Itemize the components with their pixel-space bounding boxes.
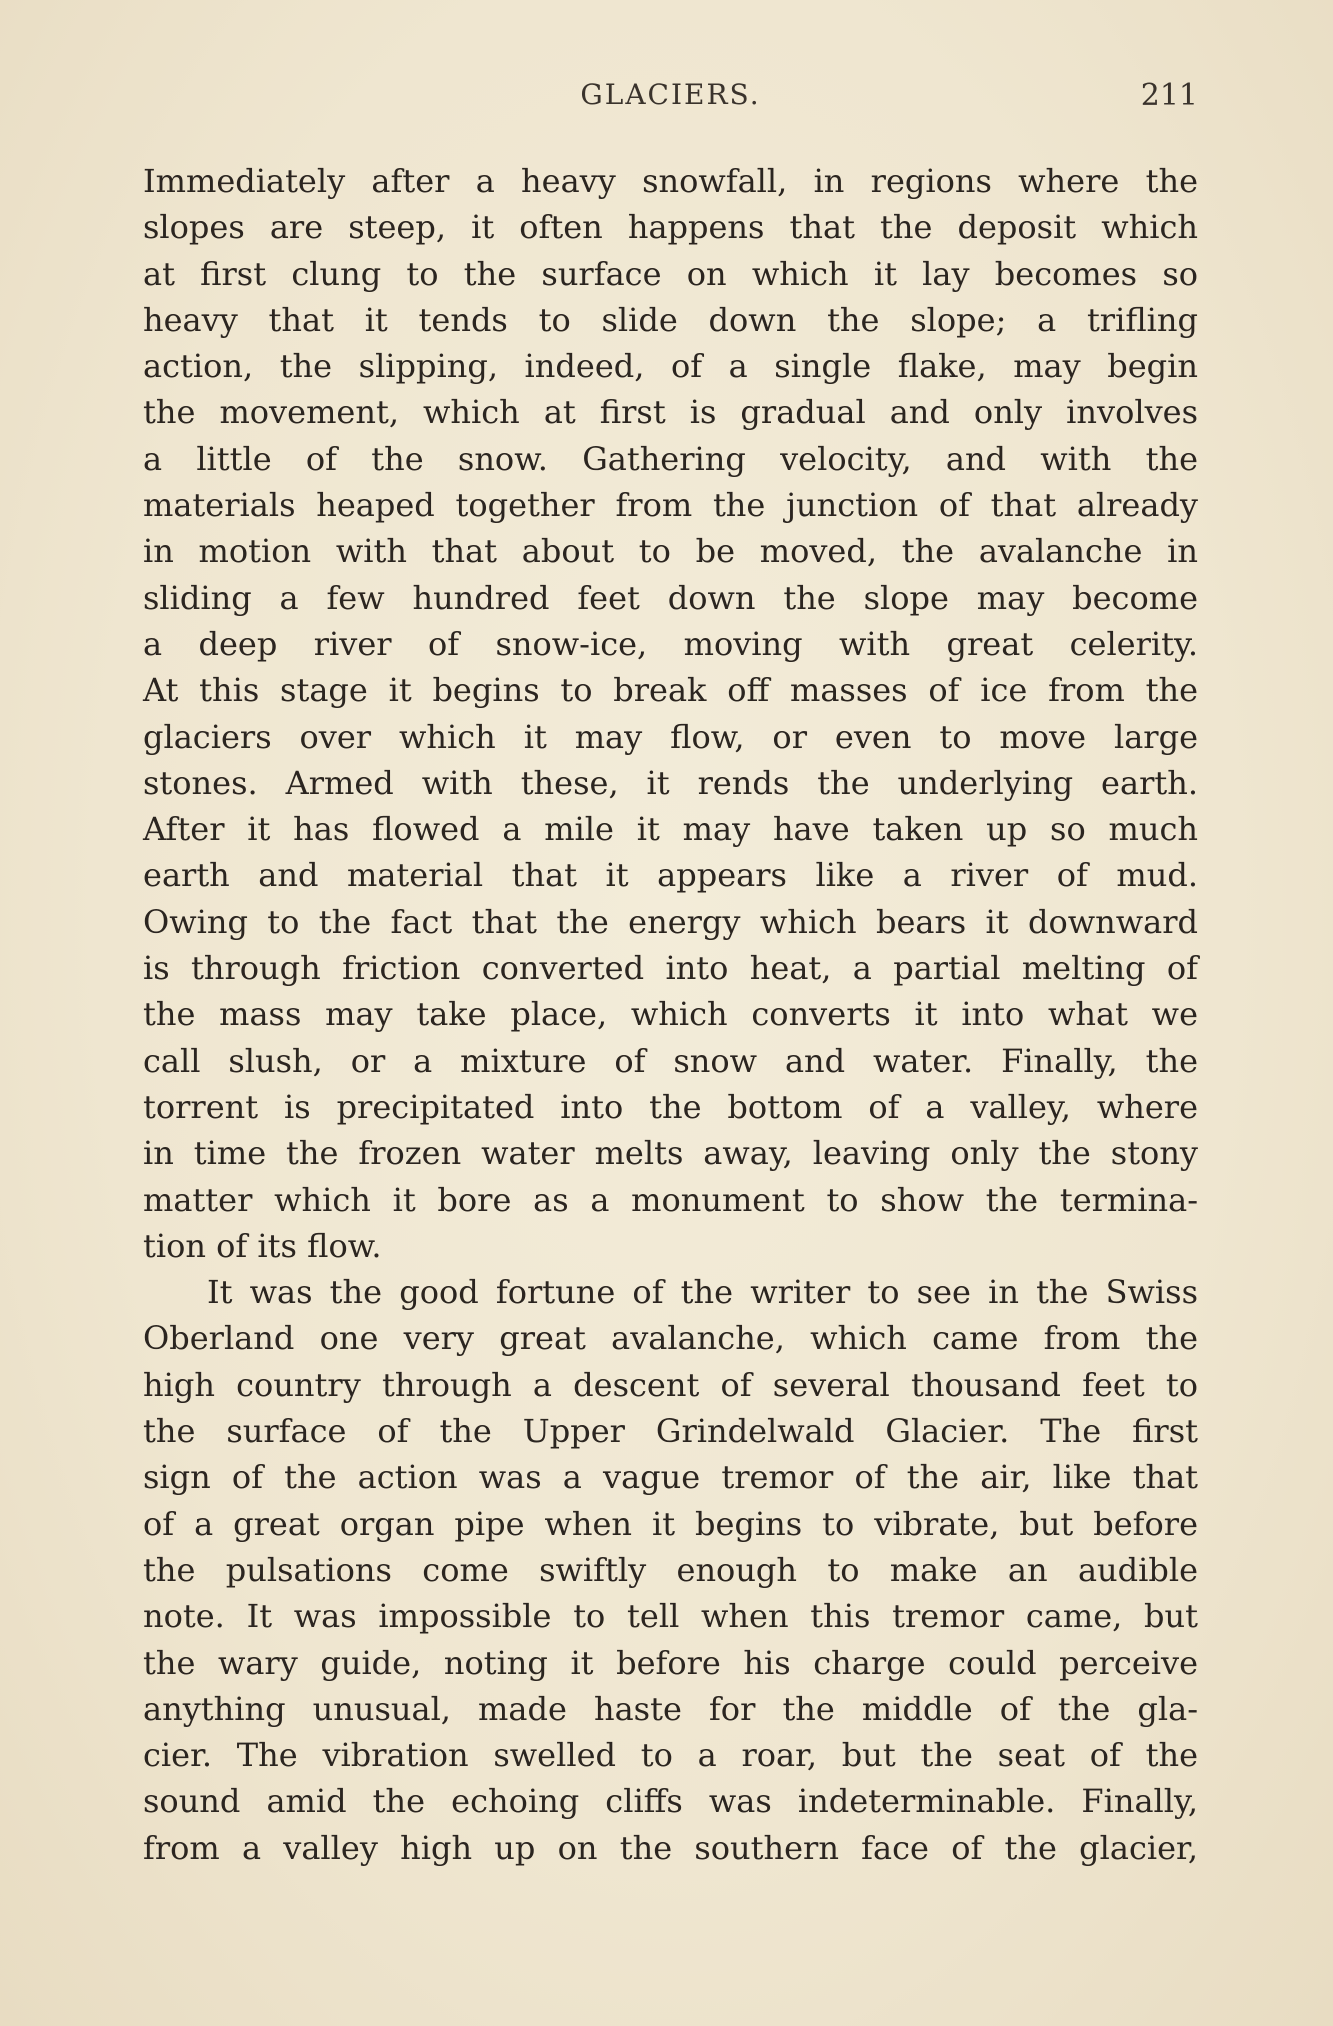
text-line: from a valley high up on the southern face of the glacier,	[143, 1828, 1198, 1867]
text-line: Oberland one very great avalanche, which came from the	[143, 1319, 1198, 1358]
text-line: sliding a few hundred feet down the slope may become	[143, 578, 1198, 617]
text-line: is through friction converted into heat, a partial melting of	[143, 949, 1198, 988]
page-header	[143, 78, 1198, 118]
paragraph-end-line: tion of its flow.	[143, 1226, 382, 1265]
text-line: a little of the snow. Gathering velocity, and with the	[143, 439, 1198, 478]
text-line: glaciers over which it may flow, or even to move large	[143, 717, 1198, 756]
text-line: sign of the action was a vague tremor of the air, like that	[143, 1458, 1198, 1497]
text-line: slopes are steep, it often happens that the deposit which	[143, 208, 1198, 247]
text-line: Owing to the fact that the energy which bears it downward	[143, 902, 1198, 941]
text-line: the surface of the Upper Grindelwald Glacier. The first	[143, 1412, 1198, 1451]
text-line: high country through a descent of several thousand feet to	[143, 1365, 1198, 1404]
text-line: cier. The vibration swelled to a roar, but the seat of the	[143, 1736, 1198, 1775]
paragraph-first-line: It was the good fortune of the writer to see in the Swiss	[207, 1273, 1198, 1312]
text-line: of a great organ pipe when it begins to vibrate, but before	[143, 1504, 1198, 1543]
text-line: the wary guide, noting it before his charge could perceive	[143, 1643, 1198, 1682]
text-line: Immediately after a heavy snowfall, in regions where the	[143, 162, 1198, 200]
text-line: in time the frozen water melts away, leaving only the stony	[143, 1134, 1198, 1173]
text-line: At this stage it begins to break off masses of ice from the	[143, 671, 1198, 710]
text-line: earth and material that it appears like a river of mud.	[143, 856, 1198, 895]
text-line: heavy that it tends to slide down the slope; a trifling	[143, 300, 1198, 339]
text-line: stones. Armed with these, it rends the underlying earth.	[143, 763, 1198, 802]
text-line: action, the slipping, indeed, of a single flake, may begin	[143, 347, 1198, 386]
text-line: a deep river of snow-ice, moving with great celerity.	[143, 624, 1198, 663]
page-number: 211	[1140, 78, 1198, 113]
text-line: After it has flowed a mile it may have taken up so much	[143, 810, 1198, 849]
text-line: the mass may take place, which converts it into what we	[143, 995, 1198, 1034]
text-line: matter which it bore as a monument to show the termina-	[143, 1180, 1198, 1219]
text-line: the pulsations come swiftly enough to make an audible	[143, 1550, 1198, 1589]
text-line: sound amid the echoing cliffs was indeterminable. Finally,	[143, 1782, 1198, 1821]
text-line: the movement, which at first is gradual and only involves	[143, 393, 1198, 432]
text-line: in motion with that about to be moved, the avalanche in	[143, 532, 1198, 571]
body-text	[143, 158, 1198, 1871]
running-head: GLACIERS.	[580, 78, 761, 111]
text-line: torrent is precipitated into the bottom of a valley, where	[143, 1087, 1198, 1126]
text-line: at first clung to the surface on which it lay becomes so	[143, 254, 1198, 293]
text-line: note. It was impossible to tell when this tremor came, but	[143, 1597, 1198, 1636]
text-line: call slush, or a mixture of snow and water. Finally, the	[143, 1041, 1198, 1080]
text-line: materials heaped together from the junction of that already	[143, 486, 1198, 525]
text-line: anything unusual, made haste for the middle of the gla-	[143, 1689, 1198, 1728]
